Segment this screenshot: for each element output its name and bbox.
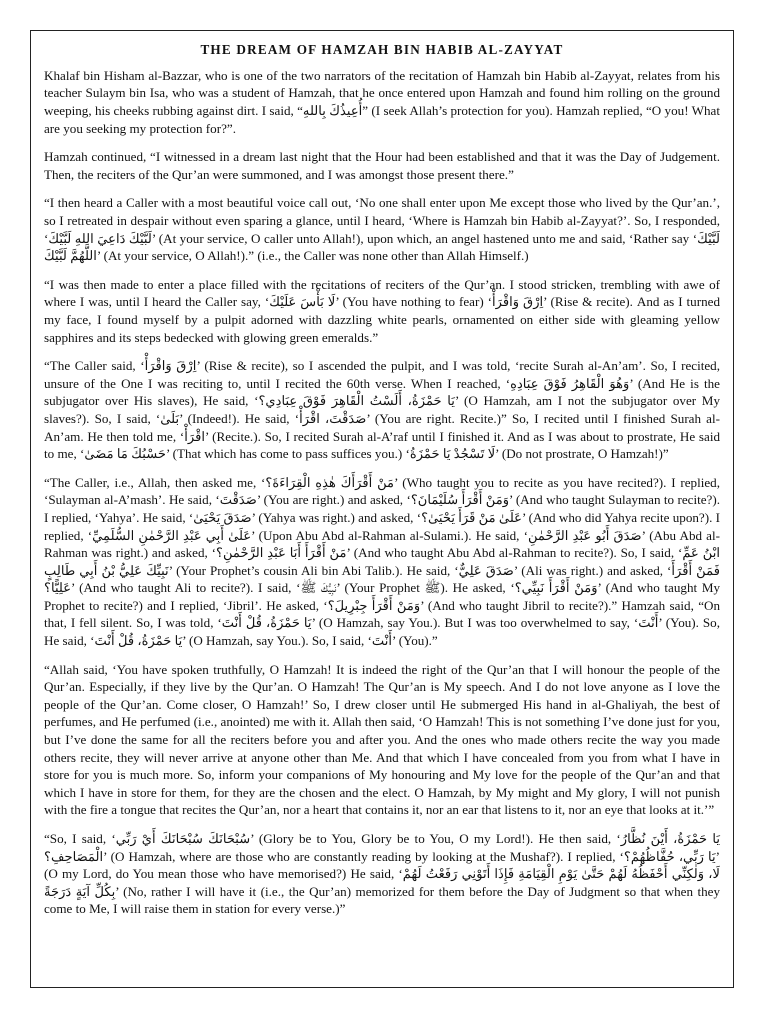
paragraph-2: Hamzah continued, “I witnessed in a dream last night that the Hour had been established and that it was the Day of Judgement. Then, the reciters of the Qur’an were summoned, and I was amongst those present there.” [44, 149, 720, 182]
paragraph-7: “Allah said, ‘You have spoken truthfully, O Hamzah! It is indeed the right of the Qur’an that I will honour the people of the Qur’an. Especially, if they live by the Qur’an. O Hamzah! The Qur’an is My speech. And I do not love anyone as I love the people of the Qur’an. Come closer, O Hamzah!’ So, I drew closer until He submerged His hand in al-Ghaliyah, the best of perfumes, and He perfumed (i.e., anointed) me with it. Allah then said, ‘O Hamzah! This is not something I’ve done just for you, but I’ve done the same for all the reciters before you and after you. And the ones who made others recite the way you made others recite, they will never arrive at anyone other than Me. And that which I have concealed from you from what I have in store for you is much more. So, inform your companions of My honouring and My love for the people of the Qur’an and that which I have in store for them, for they are the chosen and the elect. O Hamzah, by My might and My glory, I will not punish with the fire a tongue that recites the Qur’an, nor a heart that contains it, nor an ear that listens to it, nor an eye that looks at it.’” [44, 661, 720, 818]
paragraph-4: “I was then made to enter a place filled with the recitations of reciters of the Qur’an. I stood stricken, trembling with awe of where I was, until I heard the Caller say, ‘لَا بَأْسَ عَلَيْكَ’ (You have nothing to fear) ‘اِرْقَ وَاقْرَأْ’ (Rise & recite). And as I turned my face, I found myself by a pulpit adorned with dazzling white pearls, ornamented on either side with gleaming yellow sapphires and its steps bedecked with glowing green emeralds.” [44, 276, 720, 345]
paragraph-6: “The Caller, i.e., Allah, then asked me, ‘مَنْ أَقْرَأَكَ هٰذِهِ الْقِرَاءَةَ؟’ (Who taught you to recite as you have recited?). I replied, ‘Sulayman al-A’mash’. He said, ‘صَدَقْتَ’ (You are right.) and asked, ‘وَمَنْ أَقْرَأَ سُلَيْمَانَ؟’ (And who taught Sulayman to recite?). I replied, ‘Yahya’. He said, ‘صَدَقَ يَحْيَىٰ’ (Yahya was right.) and asked, ‘عَلَىٰ مَنْ قَرَأَ يَحْيَىٰ؟’ (And who did Yahya recite upon?). I replied, ‘عَلَىٰ أَبِي عَبْدِ الرَّحْمٰنِ السُّلَمِيِّ’ (Upon Abu Abd al-Rahman al-Sulami.). He said, ‘صَدَقَ أَبُو عَبْدِ الرَّحْمٰنِ’ (Abu Abd al-Rahman was right.) and asked, ‘مَنْ أَقْرَأَ أَبَا عَبْدِ الرَّحْمٰنِ؟’ (And who taught Abu Abd al-Rahman to recite?). So, I said, ‘ابْنُ عَمِّ نَبِيِّكَ عَلِيُّ بْنُ أَبِي طَالِبٍ’ (Your Prophet’s cousin Ali bin Abi Talib.). He said, ‘صَدَقَ عَلِيٌّ’ (Ali was right.) and asked, ‘فَمَنْ أَقْرَأَ عَلِيًّا؟’ (And who taught Ali to recite?). I said, ‘نَبِيُّكَ ﷺ’ (Your Prophet ﷺ). He asked, ‘وَمَنْ أَقْرَأَ نَبِيِّي؟’ (And who taught My Prophet to recite?) and I replied, ‘Jibril’. He asked, ‘وَمَنْ أَقْرَأَ جِبْرِيلَ؟’ (And who taught Jibril to recite?).” Hamzah said, “On that, I fell silent. So, I was told, ‘يَا حَمْزَةُ، قُلْ أَنْتَ’ (O Hamzah, say You.). But I was too overwhelmed to say, ‘أَنْتَ’ (You). So, He said, ‘يَا حَمْزَةُ، قُلْ أَنْتَ’ (O Hamzah, say You.). So, I said, ‘أَنْتَ’ (You).” [44, 474, 721, 649]
paragraph-1: Khalaf bin Hisham al-Bazzar, who is one of the two narrators of the recitation of Hamzah bin Habib al-Zayyat, relates from his teacher Sulaym bin Isa, who was a student of Hamzah, that he once entered upon Hamzah and found him rolling on the ground weeping, his cheeks rubbing against dirt. I said, “أُعِيذُكَ بِاللهِ” (I seek Allah’s protection for you). Hamzah replied, “O you! What are you seeking my protection for?”. [44, 67, 720, 136]
document-title: THE DREAM OF HAMZAH BIN HABIB AL-ZAYYAT [200, 42, 564, 57]
document-frame [30, 30, 734, 988]
paragraph-3: “I then heard a Caller with a most beautiful voice call out, ‘No one shall enter upon Me except those who lived by the Qur’an.’, so I retreated in despair without even sparing a glance, until I heard, ‘Where is Hamzah bin Habib al-Zayyat?’. So, I responded, ‘لَبَّيْكَ دَاعِيَ اللهِ لَبَّيْكَ’ (At your service, O caller unto Allah!), upon which, an angel hastened unto me and said, ‘Rather say ‘لَبَّيْكَ اللَّهُمَّ لَبَّيْكَ’ (At your service, O Allah!).” (i.e., the Caller was none other than Allah Himself.) [44, 195, 720, 264]
paragraph-8: “So, I said, ‘سُبْحَانَكَ سُبْحَانَكَ أَيْ رَبِّي’ (Glory be to You, Glory be to You, O my Lord!). He then said, ‘يَا حَمْزَةُ، أَيْنَ نُظَّارُ الْمَصَاحِفِ؟’ (O Hamzah, where are those who are constantly reading by looking at the Mushaf?). I replied, ‘يَا رَبِّي، حُفَّاظُهُمْ؟’ (O my Lord, do You mean those who have memorised?) He said, ‘لَا، وَلٰكِنِّي أَحْفَظُهُ لَهُمْ حَتَّىٰ يَوْمِ الْقِيَامَةِ فَإِذَا أَتَوْنِي رَفَعْتُ لَهُمْ بِكُلِّ آيَةٍ دَرَجَةً’ (No, rather I will have it (i.e., the Qur’an) memorized for them before the Day of Judgment so that when they come to Me, I will raise them in station for every verse.)” [44, 831, 720, 917]
paragraph-5: “The Caller said, ‘اِرْقَ وَاقْرَأْ’ (Rise & recite), so I ascended the pulpit, and I was told, ‘recite Surah al-An’am’. So, I recited, unsure of the One I was reciting to, until I recited the 60th verse. When I reached, ‘وَهُوَ الْقَاهِرُ فَوْقَ عِبَادِهِ’ (And He is the subjugator over His slaves), He said, ‘يَا حَمْزَةُ، أَلَسْتُ الْقَاهِرَ فَوْقَ عِبَادِي؟’ (O Hamzah, am I not the subjugator over My slaves?). So, I said, ‘بَلَىٰ’ (Indeed!). He said, ‘صَدَقْتَ، اقْرَأْ’ (You are right. Recite.)” So, I recited until I finished Surah al-An’am. He then told me, ‘اقْرَأْ’ (Recite.). So, I recited Surah al-A’raf until I finished it. And as I was about to prostrate, He said to me, ‘حَسْبُكَ مَا مَضَىٰ’ (That which has come to pass suffices you.) ‘لَا تَسْجُدْ يَا حَمْزَةُ’ (Do not prostrate, O Hamzah!)” [44, 358, 721, 462]
